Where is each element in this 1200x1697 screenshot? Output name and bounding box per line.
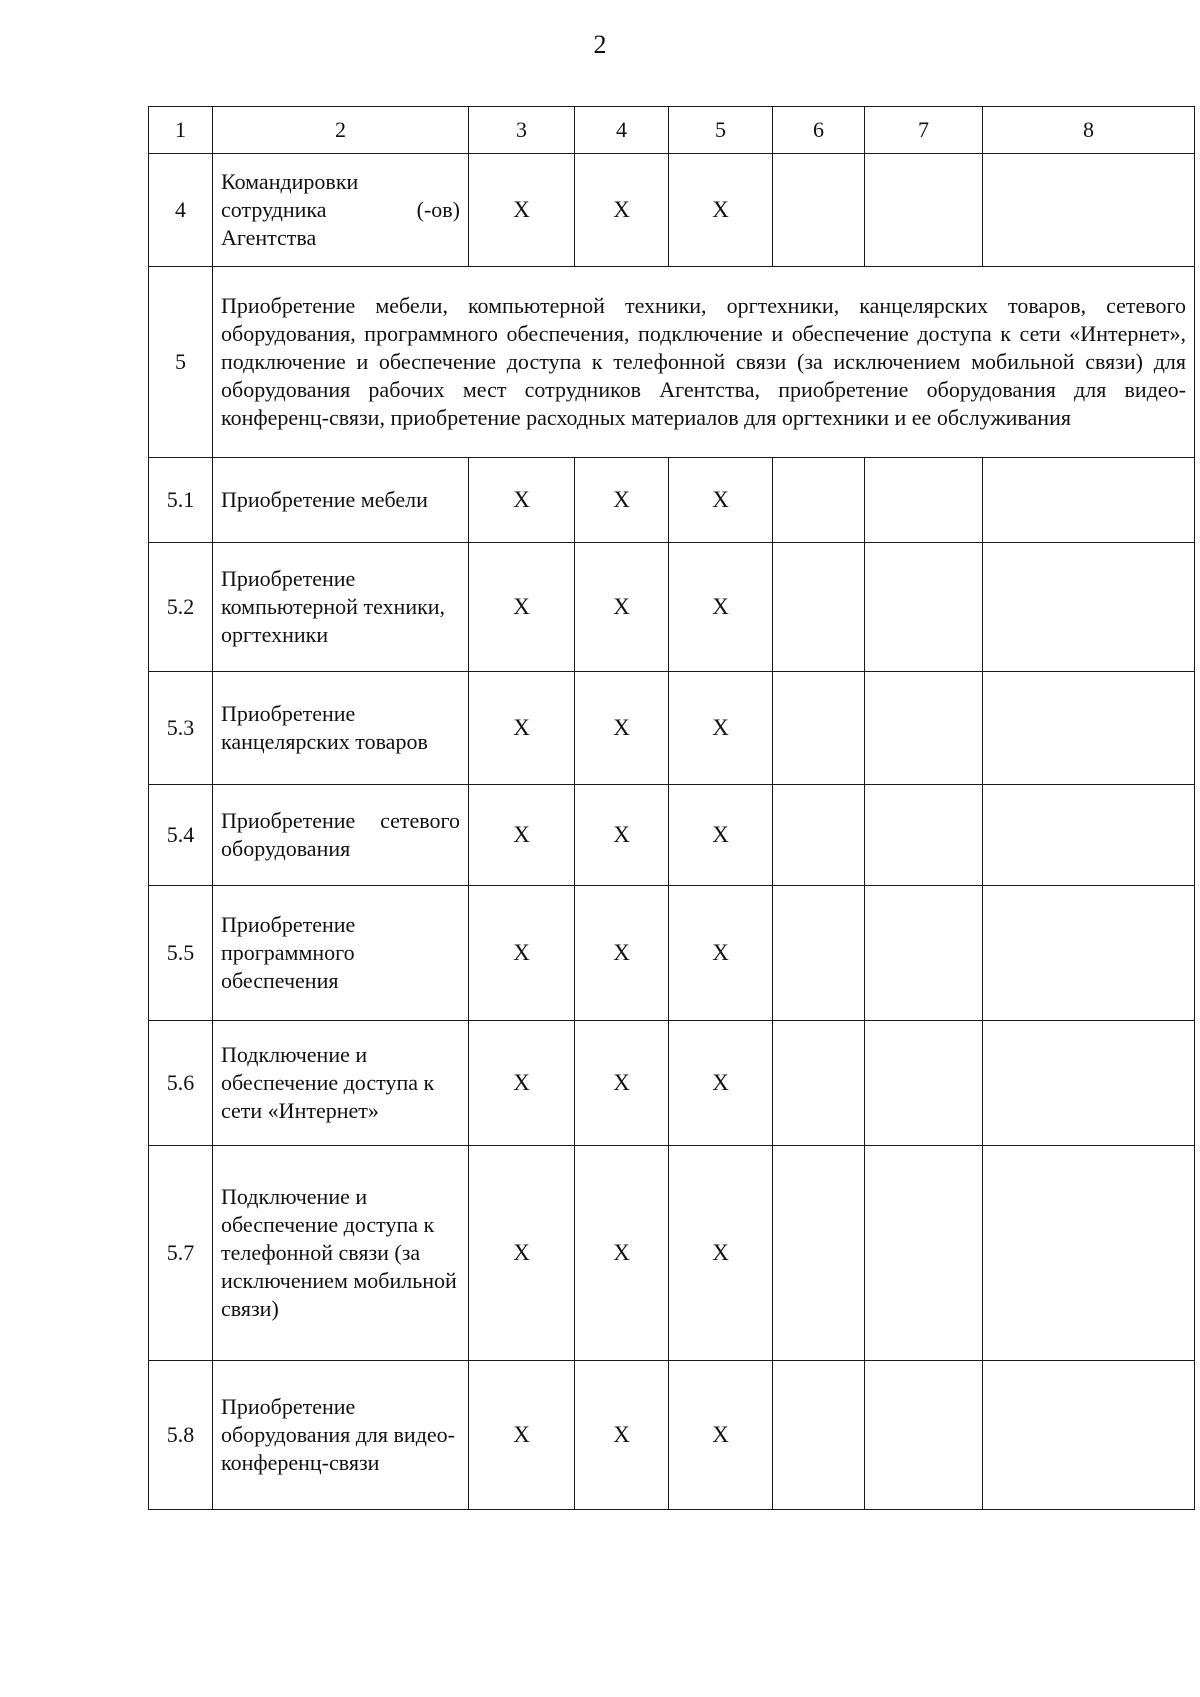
table-row bbox=[149, 1146, 1195, 1361]
mark-col-4: X bbox=[575, 672, 669, 785]
empty-cell bbox=[773, 886, 865, 1021]
row-name: Приобретение оборудования для видео-конференц-связи bbox=[213, 1361, 469, 1510]
row-name: Приобретение компьютерной техники, оргтехники bbox=[213, 543, 469, 672]
mark-col-5: X bbox=[669, 785, 773, 886]
empty-cell bbox=[983, 154, 1195, 267]
mark-col-4: X bbox=[575, 1361, 669, 1510]
header-cell: 5 bbox=[669, 107, 773, 154]
header-cell: 7 bbox=[865, 107, 983, 154]
header-cell: 2 bbox=[213, 107, 469, 154]
mark-col-3: X bbox=[469, 458, 575, 543]
expense-table bbox=[148, 106, 1195, 1510]
row-number: 4 bbox=[149, 154, 213, 267]
row-number: 5.2 bbox=[149, 543, 213, 672]
row-number: 5.7 bbox=[149, 1146, 213, 1361]
row-name: Подключение и обеспечение доступа к сети «Интернет» bbox=[213, 1021, 469, 1146]
row-number: 5.6 bbox=[149, 1021, 213, 1146]
mark-col-5: X bbox=[669, 1361, 773, 1510]
table-row bbox=[149, 785, 1195, 886]
empty-cell bbox=[865, 1361, 983, 1510]
table-row bbox=[149, 267, 1195, 458]
empty-cell bbox=[773, 458, 865, 543]
header-cell: 4 bbox=[575, 107, 669, 154]
page-number: 2 bbox=[593, 30, 607, 59]
header-cell: 8 bbox=[983, 107, 1195, 154]
table-row bbox=[149, 672, 1195, 785]
header-cell: 6 bbox=[773, 107, 865, 154]
row-name: Подключение и обеспечение доступа к телефонной связи (за исключением мобильной связи) bbox=[213, 1146, 469, 1361]
mark-col-4: X bbox=[575, 543, 669, 672]
row-name: Командировки сотрудника (-ов) Агентства bbox=[213, 154, 469, 267]
header-row bbox=[149, 107, 1195, 154]
empty-cell bbox=[865, 154, 983, 267]
row-name: Приобретение сетевого оборудования bbox=[213, 785, 469, 886]
empty-cell bbox=[983, 1146, 1195, 1361]
table-row bbox=[149, 543, 1195, 672]
empty-cell bbox=[773, 543, 865, 672]
mark-col-3: X bbox=[469, 1146, 575, 1361]
table-row bbox=[149, 1361, 1195, 1510]
table-row bbox=[149, 458, 1195, 543]
mark-col-3: X bbox=[469, 886, 575, 1021]
row-number: 5.8 bbox=[149, 1361, 213, 1510]
mark-col-5: X bbox=[669, 672, 773, 785]
mark-col-4: X bbox=[575, 785, 669, 886]
mark-col-4: X bbox=[575, 1021, 669, 1146]
mark-col-3: X bbox=[469, 543, 575, 672]
empty-cell bbox=[865, 543, 983, 672]
mark-col-5: X bbox=[669, 458, 773, 543]
empty-cell bbox=[983, 672, 1195, 785]
empty-cell bbox=[773, 1021, 865, 1146]
empty-cell bbox=[773, 1146, 865, 1361]
row-name: Приобретение программного обеспечения bbox=[213, 886, 469, 1021]
empty-cell bbox=[773, 672, 865, 785]
table-row bbox=[149, 154, 1195, 267]
row-number: 5.3 bbox=[149, 672, 213, 785]
empty-cell bbox=[865, 785, 983, 886]
row-number: 5.4 bbox=[149, 785, 213, 886]
mark-col-3: X bbox=[469, 1021, 575, 1146]
section-description: Приобретение мебели, компьютерной техники, оргтехники, канцелярских товаров, сетевого оборудования, программного обеспечения, подключение и обеспечение доступа к сети «Интернет», подключение и обеспечение доступа к телефонной связи (за исключением мобильной связи) для оборудования рабочих мест сотрудников Агентства, приобретение оборудования для видео-конференц-связи, приобретение расходных материалов для оргтехники и ее обслуживания bbox=[213, 267, 1195, 458]
row-number: 5.5 bbox=[149, 886, 213, 1021]
mark-col-4: X bbox=[575, 1146, 669, 1361]
empty-cell bbox=[773, 1361, 865, 1510]
empty-cell bbox=[865, 1146, 983, 1361]
empty-cell bbox=[865, 1021, 983, 1146]
mark-col-3: X bbox=[469, 672, 575, 785]
mark-col-4: X bbox=[575, 886, 669, 1021]
empty-cell bbox=[983, 543, 1195, 672]
empty-cell bbox=[983, 1361, 1195, 1510]
row-name: Приобретение канцелярских товаров bbox=[213, 672, 469, 785]
mark-col-5: X bbox=[669, 886, 773, 1021]
empty-cell bbox=[865, 458, 983, 543]
mark-col-4: X bbox=[575, 154, 669, 267]
empty-cell bbox=[983, 1021, 1195, 1146]
empty-cell bbox=[773, 785, 865, 886]
empty-cell bbox=[983, 886, 1195, 1021]
empty-cell bbox=[983, 785, 1195, 886]
empty-cell bbox=[773, 154, 865, 267]
row-number: 5 bbox=[149, 267, 213, 458]
empty-cell bbox=[865, 672, 983, 785]
header-cell: 1 bbox=[149, 107, 213, 154]
mark-col-5: X bbox=[669, 1021, 773, 1146]
mark-col-3: X bbox=[469, 1361, 575, 1510]
mark-col-3: X bbox=[469, 785, 575, 886]
row-number: 5.1 bbox=[149, 458, 213, 543]
table-row bbox=[149, 886, 1195, 1021]
mark-col-3: X bbox=[469, 154, 575, 267]
table-row bbox=[149, 1021, 1195, 1146]
mark-col-5: X bbox=[669, 1146, 773, 1361]
mark-col-5: X bbox=[669, 154, 773, 267]
row-name: Приобретение мебели bbox=[213, 458, 469, 543]
mark-col-5: X bbox=[669, 543, 773, 672]
empty-cell bbox=[865, 886, 983, 1021]
header-cell: 3 bbox=[469, 107, 575, 154]
empty-cell bbox=[983, 458, 1195, 543]
mark-col-4: X bbox=[575, 458, 669, 543]
